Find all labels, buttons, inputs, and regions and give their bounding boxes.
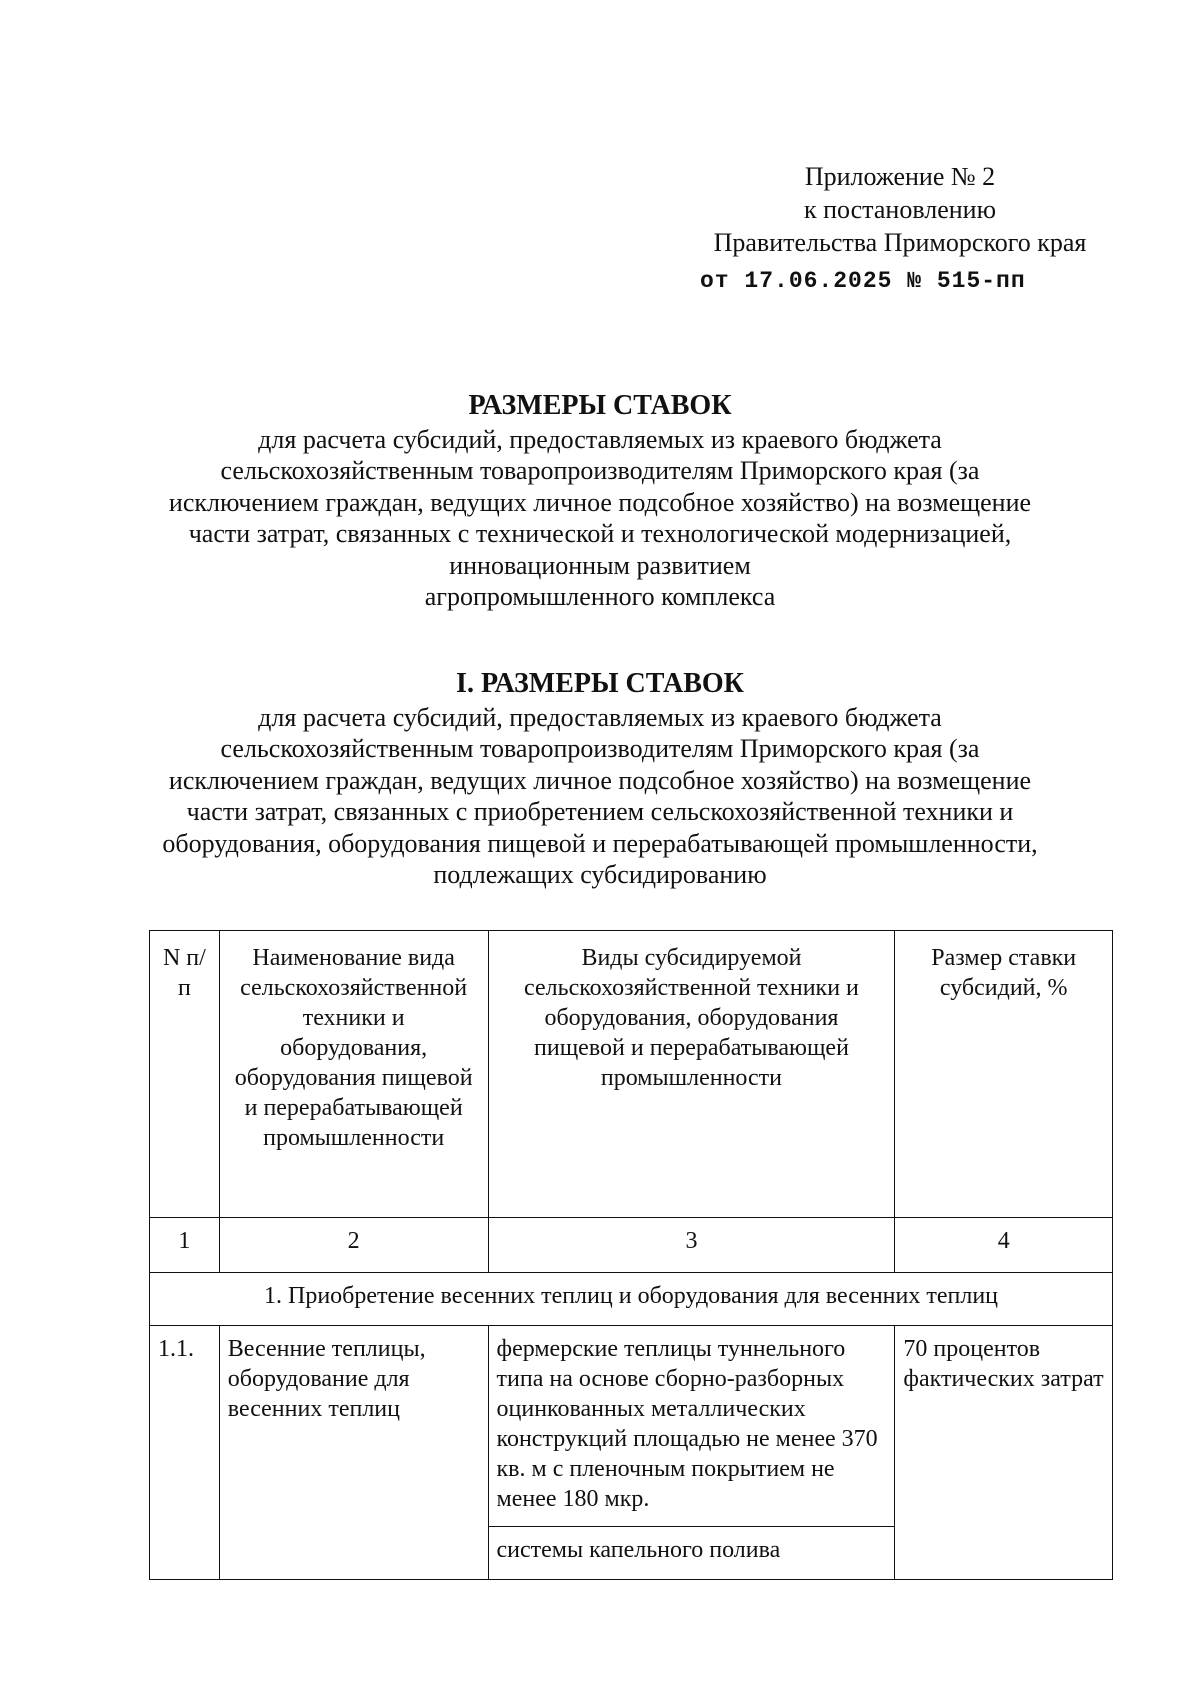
annex-number: Приложение № 2	[804, 162, 996, 191]
document-title: РАЗМЕРЫ СТАВОК	[468, 390, 732, 421]
section-subtitle-line: части затрат, связанных с приобретением сельскохозяйственной техники и	[186, 797, 1014, 826]
header-rate: Размер ставки субсидий, %	[895, 931, 1113, 1218]
header-equipment-kind: Наименование вида сельскохозяйственной техники и оборудования, оборудования пищевой и перерабатывающей промышленности	[219, 931, 488, 1218]
subsidy-rates-table	[149, 930, 1113, 1580]
document-subtitle-line: для расчета субсидий, предоставляемых из краевого бюджета	[258, 424, 942, 454]
document-subtitle-line: сельскохозяйственным товаропроизводителям Приморского края (за	[220, 456, 980, 485]
row-number: 1.1.	[150, 1326, 220, 1580]
column-numbers-row	[150, 1218, 1113, 1273]
document-subtitle-line: агропромышленного комплекса	[424, 582, 776, 611]
section-subtitle-line: подлежащих субсидированию	[433, 860, 767, 889]
annex-block	[690, 160, 1110, 298]
row-equipment-kind: Весенние теплицы, оборудование для весенних теплиц	[219, 1326, 488, 1580]
row-equipment-type: системы капельного полива	[488, 1527, 895, 1580]
document-heading	[100, 390, 1100, 613]
annex-reference: к постановлению	[803, 195, 997, 224]
section-subtitle-line: исключением граждан, ведущих личное подсобное хозяйство) на возмещение	[168, 765, 1032, 795]
table-row	[150, 1326, 1113, 1527]
section-subtitle-line: сельскохозяйственным товаропроизводителям Приморского края (за	[220, 734, 980, 763]
group-title: 1. Приобретение весенних теплиц и оборудования для весенних теплиц	[150, 1273, 1113, 1326]
column-number: 3	[488, 1218, 895, 1273]
document-subtitle-line: инновационным развитием	[449, 550, 751, 580]
header-equipment-types: Виды субсидируемой сельскохозяйственной техники и оборудования, оборудования пищевой и перерабатывающей промышленности	[488, 931, 895, 1218]
section-heading	[100, 668, 1100, 891]
document-subtitle-line: исключением граждан, ведущих личное подсобное хозяйство) на возмещение	[168, 487, 1032, 517]
table-header-row	[150, 931, 1113, 1218]
section-title: I. РАЗМЕРЫ СТАВОК	[456, 668, 744, 699]
header-number: N п/п	[150, 931, 220, 1218]
row-rate: 70 процентов фактических затрат	[895, 1326, 1113, 1580]
column-number: 4	[895, 1218, 1113, 1273]
row-equipment-type: фермерские теплицы туннельного типа на основе сборно-разборных оцинкованных металлических конструкций площадью не менее 370 кв. м с пленочным покрытием не менее 180 мкр.	[488, 1326, 895, 1527]
group-row	[150, 1273, 1113, 1326]
column-number: 2	[219, 1218, 488, 1273]
section-subtitle-line: для расчета субсидий, предоставляемых из краевого бюджета	[258, 702, 942, 732]
column-number: 1	[150, 1218, 220, 1273]
section-subtitle-line: оборудования, оборудования пищевой и перерабатывающей промышленности,	[162, 828, 1038, 858]
document-subtitle-line: части затрат, связанных с технической и технологической модернизацией,	[188, 519, 1012, 548]
decree-date-stamp: от 17.06.2025 № 515-пп	[700, 268, 1026, 294]
annex-issuer: Правительства Приморского края	[713, 228, 1087, 257]
